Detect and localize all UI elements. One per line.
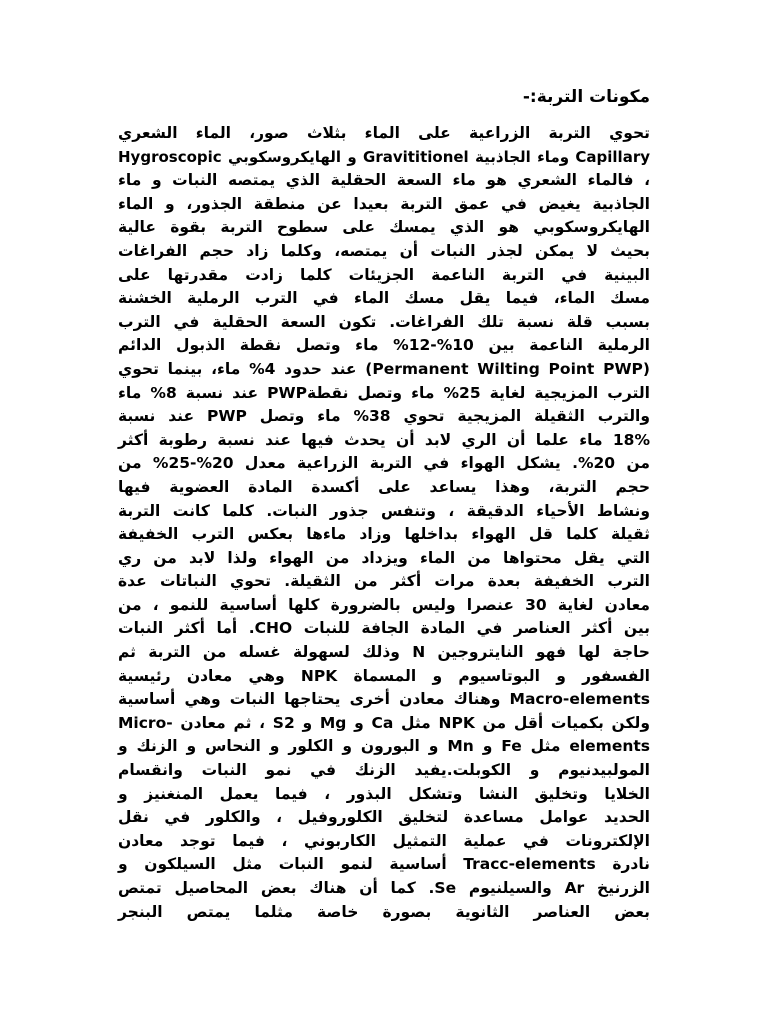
text-line: تحوي التربة الزراعية على الماء بثلاث صور، الماء الشعري (118, 124, 650, 142)
text-line: ولكن بكميات أقل من NPK مثل Ca و Mg و S2 ، ثم معادن -Micro (118, 713, 650, 732)
text-line: البينية في التربة الناعمة الجزيئات كلما زادت مقدرتها على (118, 265, 650, 284)
text-line: بسبب قلة نسبة تلك الفراغات. تكون السعة الحقلية في الترب (118, 312, 650, 331)
text-line: الخلايا وتخليق النشا وتشكل البذور ، فيما يعمل المنغنيز و (118, 784, 650, 803)
text-line: الحديد عوامل مساعدة لتخليق الكلوروفيل ، والكلور في نقل (118, 808, 650, 827)
text-line: والترب الثقيلة المزيجية تحوي 38% ماء وتصل PWP عند نسبة (118, 407, 651, 426)
text-line: الترب المزيجية لغاية 25% ماء وتصل نقطةPWP عند نسبة 8% ماء (118, 383, 650, 402)
text-line: التي يقل محتواها من الماء ويزداد من الهواء ولذا لابد من ري (118, 548, 650, 567)
text-line: ثقيلة كلما قل الهواء بداخلها وزاد ماءها بعكس الترب الخفيفة (118, 525, 650, 544)
body-paragraph (118, 122, 650, 924)
text-line: الرملية الناعمة بين 10%-12% ماء وتصل نقطة الذبول الدائم (118, 336, 650, 355)
text-line: الجاذبية يغيض في عمق التربة بعيدا عن منطقة الجذور، و الماء (118, 194, 650, 213)
text-line: من 20%. يشكل الهواء في التربة الزراعية معدل 20%-25% من (118, 454, 650, 473)
text-line: (Permanent Wilting Point PWP) عند حدود 4% ماء، بينما تحوي (118, 359, 650, 378)
text-line: بحيث لا يمكن لجذر النبات أن يمتصه، وكلما زاد حجم الفراغات (118, 241, 650, 260)
text-line: elements مثل Fe و Mn و البورون و الكلور و النحاس و الزنك و (118, 737, 651, 756)
text-line: Macro-elements وهناك معادن أخرى يحتاجها النبات وهي أساسية (118, 690, 650, 709)
text-line: ونشاط الأحياء الدقيقة ، وتنفس جذور النبات. كلما كانت التربة (118, 501, 650, 520)
text-line: Capillary وماء الجاذبية Gravititionel و الهايكروسكوبي Hygroscopic (118, 147, 650, 166)
text-line: حاجة لها فهو النايتروجين N وذلك لسهولة غسله من التربة ثم (118, 643, 650, 662)
text-line: 18% ماء علما أن الري لابد أن يحدث فيها عند نسبة رطوبة أكثر (118, 430, 650, 449)
text-line: ، فالماء الشعري هو ماء السعة الحقلية الذي يمتصه النبات و ماء (118, 171, 650, 190)
text-line: الإلكترونات في عملية التمثيل الكاربوني ، فيما توجد معادن (118, 831, 650, 850)
text-line: الزرنيخ Ar والسيلنيوم Se. كما أن هناك بعض المحاصيل تمتص (118, 879, 650, 897)
text-line: الفسفور و البوتاسيوم و المسماة NPK وهي معادن رئيسية (118, 666, 650, 685)
text-line: بعض العناصر الثانوية بصورة خاصة مثلما يمتص البنجر (118, 902, 650, 921)
text-line: حجم التربة، وهذا يساعد على أكسدة المادة العضوية فيها (118, 477, 650, 496)
text-line: الهايكروسكوبي هو الذي يمسك على سطوح التربة بقوة عالية (118, 218, 650, 237)
text-line: الترب الخفيفة بعدة مرات أكثر من الثقيلة. تحوي النباتات عدة (118, 572, 650, 591)
section-heading: مكونات التربة:- (522, 87, 650, 107)
text-line: المولبيدنيوم و الكوبلت.يفيد الزنك في نمو النبات وانقسام (118, 761, 650, 780)
text-line: بين أكثر العناصر في المادة الجافة للنبات CHO. أما أكثر النبات (118, 619, 650, 638)
text-line: نادرة Tracc-elements أساسية لنمو النبات مثل السيلكون و (118, 855, 650, 874)
document-page (118, 80, 650, 924)
text-line: معادن لغاية 30 عنصرا وليس بالضرورة كلها أساسية للنمو ، من (118, 595, 650, 614)
text-line: مسك الماء، فيما يقل مسك الماء في الترب الرملية الخشنة (118, 289, 650, 308)
